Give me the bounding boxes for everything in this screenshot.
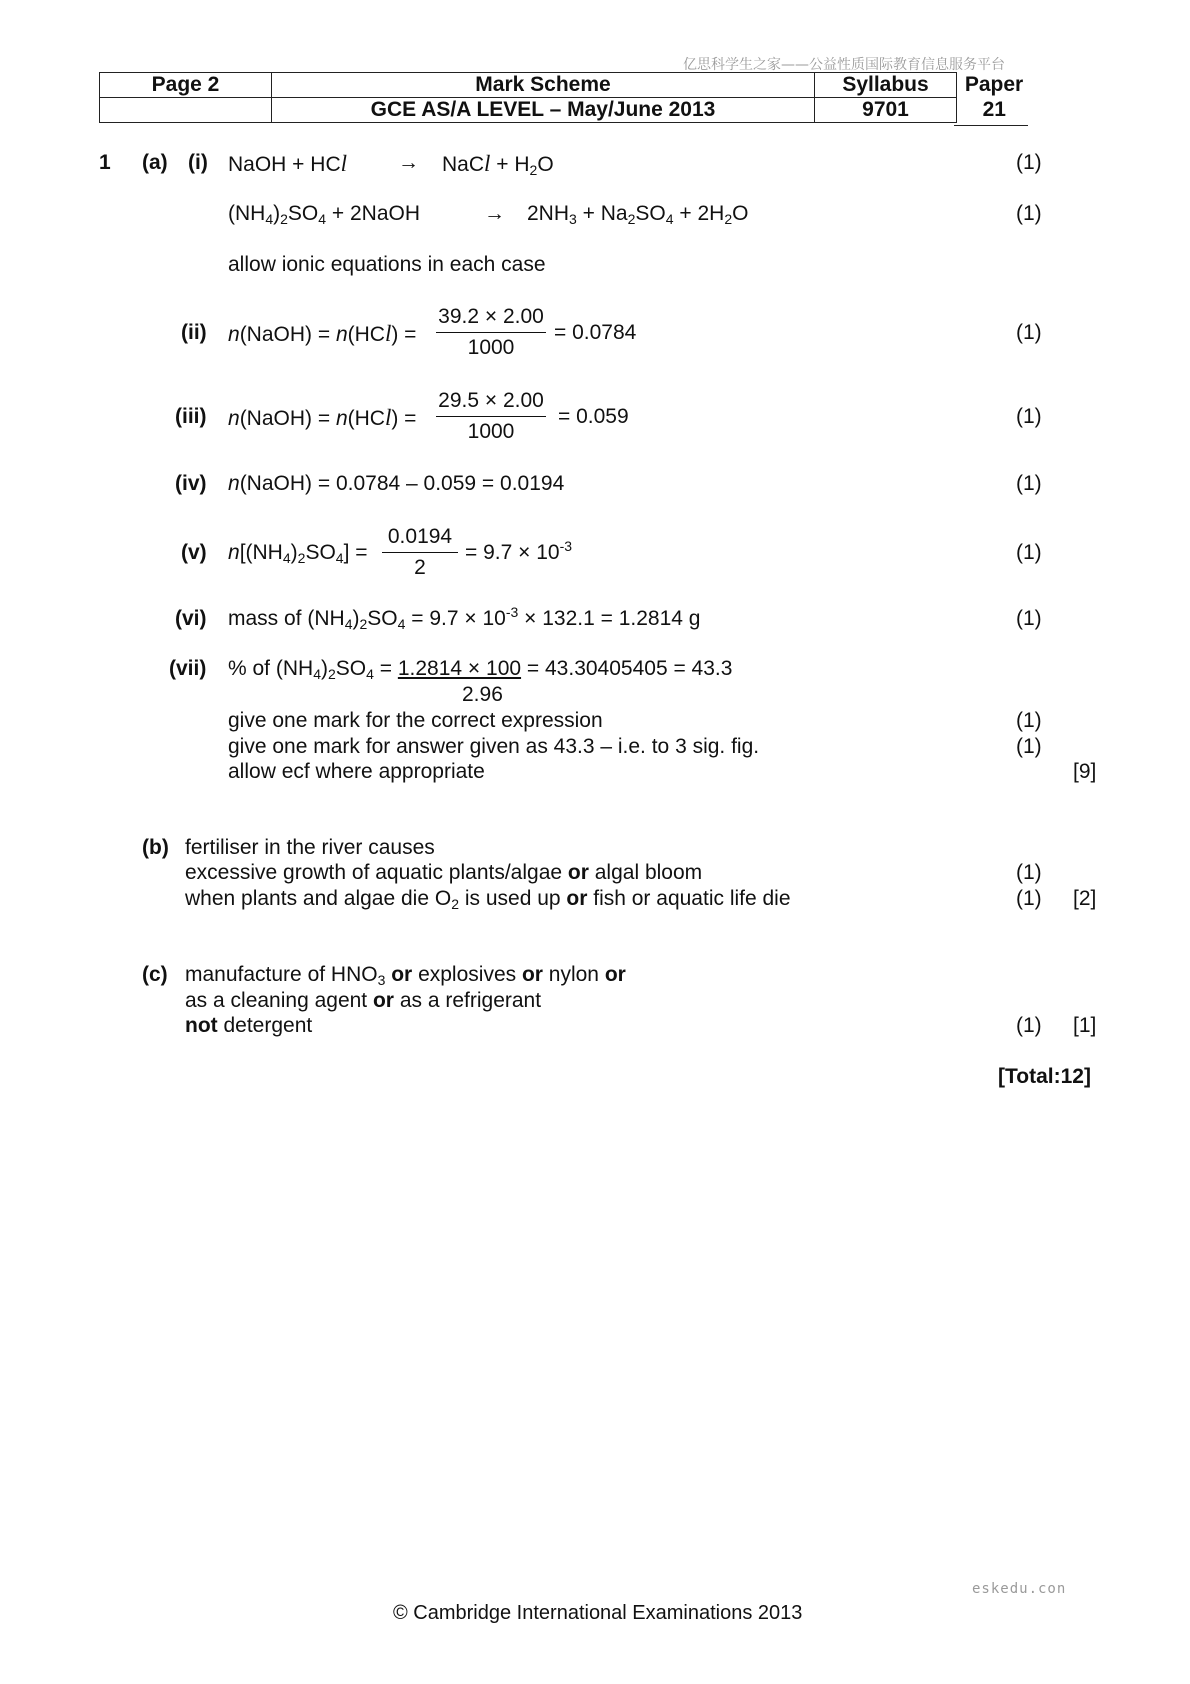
total-a: [9] (1073, 760, 1097, 783)
not-keyword: not (185, 1014, 218, 1037)
total-b: [2] (1073, 887, 1097, 910)
exam-title: GCE AS/A LEVEL – May/June 2013 (272, 98, 815, 123)
v-lhs (228, 541, 368, 565)
eq2-part: + 2NaOH (326, 202, 421, 225)
vii-result: = 43.30405405 = 43.3 (521, 657, 733, 680)
sub-vi-label: (vi) (175, 607, 207, 630)
ii-hcl: (HC (347, 323, 385, 346)
page-blank-cell (100, 98, 272, 123)
iv-text (228, 472, 564, 496)
paper-number: 21 (982, 98, 1006, 121)
eq2-part: (NH (228, 202, 266, 225)
subscript: 2 (359, 616, 368, 632)
site-watermark: eskedu.con (972, 1581, 1067, 1597)
vi-part: × 132.1 = 1.2814 g (518, 607, 701, 630)
equation-2 (228, 202, 420, 226)
ii-naoh: (NaOH) = (239, 323, 336, 346)
iii-naoh: (NaOH) = (239, 407, 336, 430)
fraction-v (382, 525, 458, 580)
vi-part: SO (367, 607, 398, 630)
mark-a-iii: (1) (1016, 405, 1042, 428)
n-symbol: n (228, 472, 240, 495)
eq2-part: ) (273, 202, 281, 225)
iii-result: = 0.059 (558, 405, 629, 428)
subscript: 4 (318, 211, 327, 227)
arrow-2: → (484, 202, 505, 225)
eq2-product-part: + Na (576, 202, 628, 225)
b-line-3 (185, 887, 791, 911)
part-b-label: (b) (142, 836, 169, 859)
mark-a-i-1: (1) (1016, 151, 1042, 174)
b-line-3-text: when plants and algae die O (185, 887, 452, 910)
b-line-2 (185, 861, 702, 885)
b-line-3-text: is used up (459, 887, 567, 910)
subscript: 4 (265, 211, 274, 227)
vi-part: = 9.7 × 10 (405, 607, 506, 630)
c-line-2 (185, 989, 541, 1013)
eq2-product-part: + 2H (673, 202, 725, 225)
mark-a-v: (1) (1016, 541, 1042, 564)
fraction-denominator: 1000 (467, 336, 515, 359)
mark-a-i-2: (1) (1016, 202, 1042, 225)
sub-ii-label: (ii) (181, 321, 207, 344)
arrow-1: → (398, 151, 419, 174)
subscript: 2 (280, 211, 288, 227)
equation-2-products (527, 202, 748, 226)
subscript: 3 (569, 211, 577, 227)
eq1-plus-h: + H (490, 153, 530, 176)
watermark-text: 亿思科学生之家——公益性质国际教育信息服务平台 (683, 57, 1005, 73)
eq2-part: SO (287, 202, 319, 225)
mark-a-ii: (1) (1016, 321, 1042, 344)
sub-vii-label: (vii) (169, 657, 207, 680)
ell-symbol: l (484, 151, 491, 176)
or-keyword: or (566, 887, 588, 910)
question-number: 1 (99, 151, 111, 174)
vi-part: ) (352, 607, 360, 630)
n-symbol: n (335, 323, 348, 346)
v-result-value: = 9.7 × 10 (465, 541, 560, 564)
subscript: 4 (397, 616, 406, 632)
vi-part: mass of (NH (228, 607, 345, 630)
mark-b-2: (1) (1016, 887, 1042, 910)
part-c-label: (c) (142, 963, 168, 986)
c-line-1-text: manufacture of HNO (185, 963, 378, 986)
eq1-o: O (537, 153, 554, 176)
syllabus-code: 9701 (815, 98, 957, 123)
subscript: 4 (282, 550, 291, 566)
fraction-numerator: 0.0194 (382, 525, 458, 553)
iii-lhs (228, 405, 416, 431)
subscript: 2 (327, 666, 336, 682)
vii-part: = (373, 657, 398, 680)
c-line-1-text: explosives (412, 963, 522, 986)
subscript: 4 (344, 616, 353, 632)
syllabus-label: Syllabus (815, 73, 957, 98)
vii-numerator: 1.2814 × 100 (397, 657, 522, 680)
equation-1 (228, 151, 347, 177)
mark-a-vii-2: (1) (1016, 735, 1042, 758)
superscript: -3 (559, 538, 573, 554)
b-line-2-text: algal bloom (588, 861, 703, 884)
superscript: -3 (505, 604, 519, 620)
ii-lhs (228, 321, 416, 347)
or-keyword: or (521, 963, 543, 986)
c-line-1-text: nylon (542, 963, 605, 986)
eq1-left: NaOH + HC (228, 153, 341, 176)
c-line-2-text: as a cleaning agent (185, 989, 373, 1012)
c-line-2-text: as a refrigerant (393, 989, 542, 1012)
vii-note-1: give one mark for the correct expression (228, 709, 603, 732)
mark-a-iv: (1) (1016, 472, 1042, 495)
equation-1-products (442, 151, 554, 177)
fraction-denominator: 2 (414, 556, 426, 579)
header-underline (954, 125, 1028, 126)
sub-iv-label: (iv) (175, 472, 207, 495)
page-number: Page 2 (100, 73, 272, 98)
c-line-3 (185, 1014, 312, 1038)
fraction-numerator: 29.5 × 2.00 (436, 389, 546, 417)
n-symbol: n (228, 323, 240, 346)
iii-hcl: (HC (347, 407, 385, 430)
c-line-1 (185, 963, 626, 987)
subscript: 4 (665, 211, 674, 227)
subscript: 2 (529, 162, 538, 178)
ell-symbol: l (384, 321, 392, 346)
subscript: 2 (451, 896, 459, 912)
sub-i-label: (i) (188, 151, 208, 174)
mark-c: (1) (1016, 1014, 1042, 1037)
allow-ionic-note: allow ionic equations in each case (228, 253, 546, 276)
paper-label: Paper (964, 73, 1024, 96)
mark-b-1: (1) (1016, 861, 1042, 884)
or-keyword: or (391, 963, 413, 986)
vii-part: ) (320, 657, 328, 680)
mark-a-vi: (1) (1016, 607, 1042, 630)
document-title: Mark Scheme (272, 73, 815, 98)
subscript: 2 (297, 550, 306, 566)
fraction-ii (436, 305, 546, 360)
eq2-product-part: O (732, 202, 749, 225)
n-symbol: n (228, 407, 240, 430)
or-keyword: or (372, 989, 394, 1012)
fraction-iii (436, 389, 546, 444)
vii-part: % of (NH (228, 657, 314, 680)
ii-result: = 0.0784 (554, 321, 637, 344)
iii-hcl-close: ) = (391, 407, 417, 430)
subscript: 4 (366, 666, 374, 682)
v-part: ] = (343, 541, 368, 564)
eq2-product-part: SO (635, 202, 666, 225)
vii-note-2: give one mark for answer given as 43.3 – i.e. to 3 sig. fig. (228, 735, 760, 758)
vi-text (228, 604, 701, 632)
b-line-2-text: excessive growth of aquatic plants/algae (185, 861, 568, 884)
subscript: 4 (313, 666, 321, 682)
total-c: [1] (1073, 1014, 1097, 1037)
or-keyword: or (567, 861, 589, 884)
fraction-denominator: 1000 (467, 420, 515, 443)
vii-part: SO (335, 657, 367, 680)
b-line-3-text: fish or aquatic life die (587, 887, 791, 910)
b-line-1: fertiliser in the river causes (185, 836, 435, 859)
part-a-label: (a) (142, 151, 168, 174)
vii-text (228, 657, 732, 681)
subscript: 4 (335, 550, 344, 566)
n-symbol: n (335, 407, 348, 430)
iv-expression: (NaOH) = 0.0784 – 0.059 = 0.0194 (239, 472, 565, 495)
eq1-nacl: NaC (442, 153, 485, 176)
n-symbol: n (228, 541, 240, 564)
or-keyword: or (604, 963, 626, 986)
c-line-3-text: detergent (217, 1014, 313, 1037)
subscript: 2 (724, 211, 733, 227)
v-part: SO (305, 541, 336, 564)
vii-denominator: 2.96 (462, 683, 503, 706)
mark-a-vii-1: (1) (1016, 709, 1042, 732)
sub-v-label: (v) (181, 541, 207, 564)
v-result (465, 538, 573, 565)
sub-iii-label: (iii) (175, 405, 207, 428)
eq2-product-part: 2NH (527, 202, 570, 225)
vii-note-3: allow ecf where appropriate (228, 760, 485, 783)
fraction-numerator: 39.2 × 2.00 (436, 305, 546, 333)
subscript: 3 (377, 972, 386, 988)
ell-symbol: l (384, 405, 392, 430)
header-table (99, 72, 1032, 123)
v-part: ) (290, 541, 298, 564)
copyright-footer: © Cambridge International Examinations 2013 (393, 1602, 803, 1624)
v-part: [(NH (239, 541, 283, 564)
subscript: 2 (627, 211, 636, 227)
ell-symbol: l (340, 151, 347, 176)
ii-hcl-close: ) = (391, 323, 417, 346)
question-total: [Total:12] (998, 1065, 1091, 1088)
